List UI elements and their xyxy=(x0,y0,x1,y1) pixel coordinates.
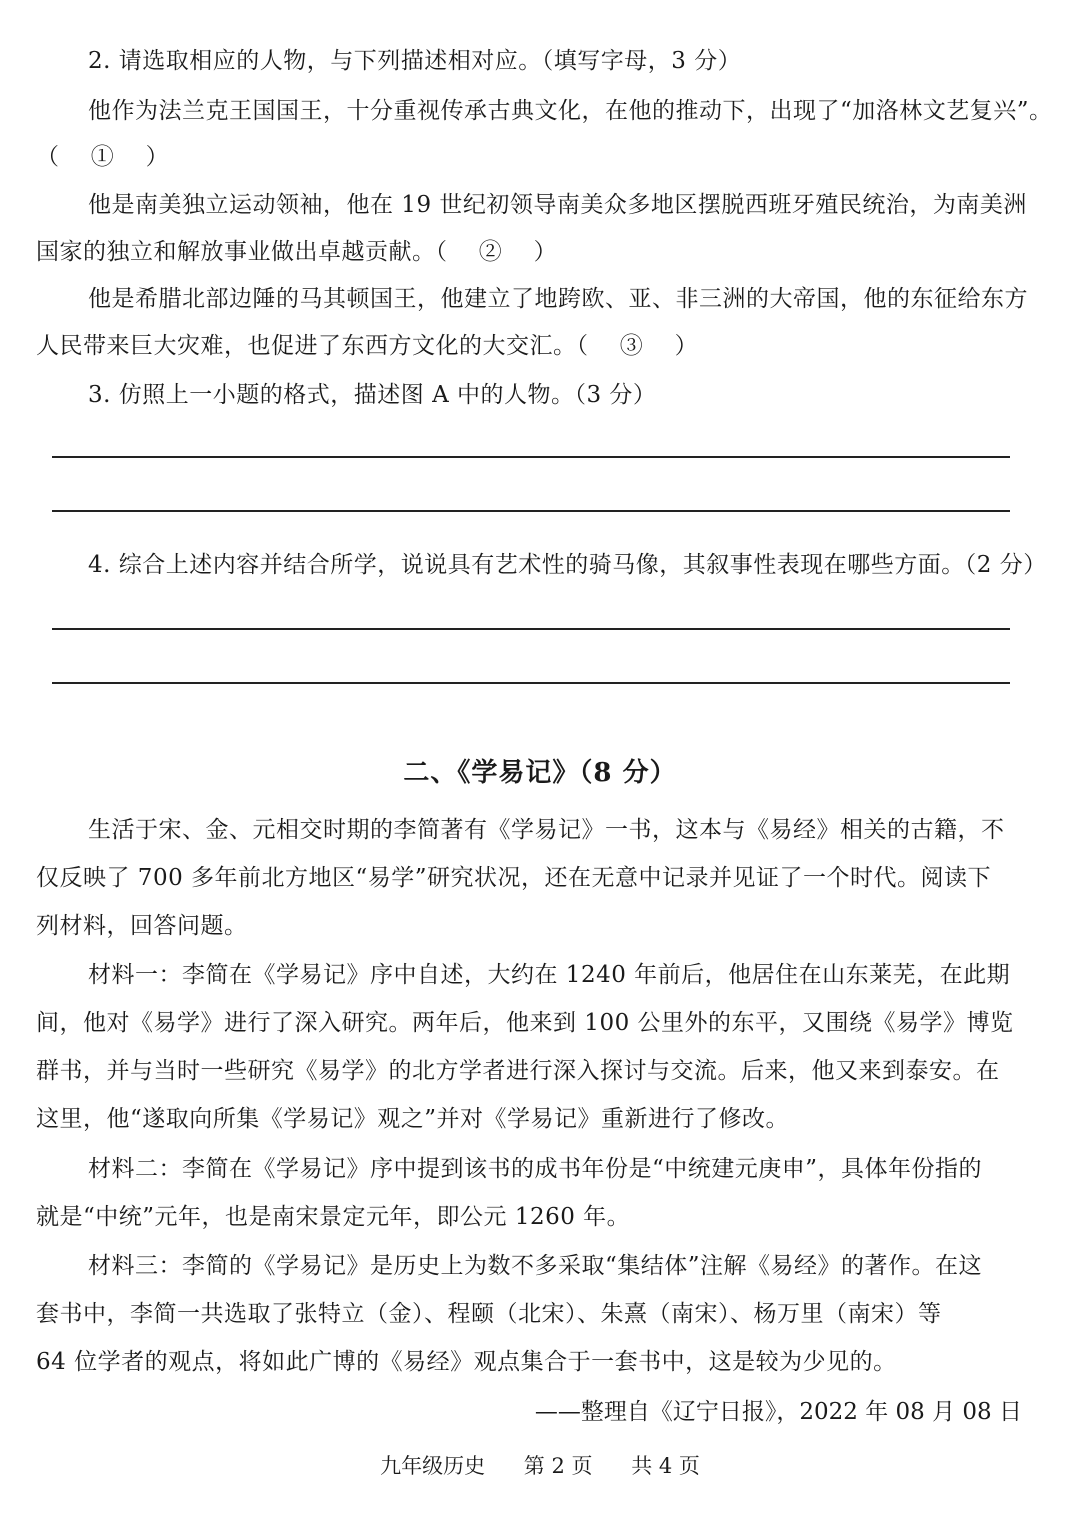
footer-total-pages: 共 4 页 xyxy=(631,1454,700,1478)
question-2-description-1: 他作为法兰克王国国王，十分重视传承古典文化，在他的推动下，出现了“加洛林文艺复兴”。 xyxy=(88,98,1053,124)
material-2-cont: 就是“中统”元年，也是南宋景定元年，即公元 1260 年。 xyxy=(36,1204,631,1230)
footer-subject: 九年级历史 xyxy=(380,1454,486,1478)
footer-page-number: 第 2 页 xyxy=(523,1454,593,1478)
intro-paragraph: 生活于宋、金、元相交时期的李简著有《学易记》一书，这本与《易经》相关的古籍，不 xyxy=(88,817,1005,843)
question-2-description-2-cont: 国家的独立和解放事业做出卓越贡献。（ ② ） xyxy=(36,239,558,265)
question-2-description-2: 他是南美独立运动领袖，他在 19 世纪初领导南美众多地区摆脱西班牙殖民统治，为南美洲 xyxy=(88,192,1027,218)
material-1-cont: 群书，并与当时一些研究《易学》的北方学者进行深入探讨与交流。后来，他又来到泰安。在 xyxy=(36,1058,1000,1084)
question-3-title: 3. 仿照上一小题的格式，描述图 A 中的人物。（3 分） xyxy=(88,382,657,408)
intro-paragraph-cont: 仅反映了 700 多年前北方地区“易学”研究状况，还在无意中记录并见证了一个时代。阅读下 xyxy=(36,865,992,891)
answer-line[interactable] xyxy=(52,510,1010,512)
material-3-cont: 64 位学者的观点，将如此广博的《易经》观点集合于一套书中，这是较为少见的。 xyxy=(36,1349,897,1375)
section-title: 二、《学易记》（8 分） xyxy=(403,758,677,788)
material-1: 材料一：李简在《学易记》序中自述，大约在 1240 年前后，他居住在山东莱芜，在此期 xyxy=(88,962,1011,988)
source-citation: ——整理自《辽宁日报》，2022 年 08 月 08 日 xyxy=(534,1399,1022,1425)
question-2-description-3-cont: 人民带来巨大灾难，也促进了东西方文化的大交汇。（ ③ ） xyxy=(36,333,699,359)
question-2-answer-1: （ ① ） xyxy=(36,144,170,170)
material-2: 材料二：李简在《学易记》序中提到该书的成书年份是“中统建元庚申”，具体年份指的 xyxy=(88,1156,983,1182)
question-2-description-3: 他是希腊北部边陲的马其顿国王，他建立了地跨欧、亚、非三洲的大帝国，他的东征给东方 xyxy=(88,286,1028,312)
question-4-title: 4. 综合上述内容并结合所学，说说具有艺术性的骑马像，其叙事性表现在哪些方面。（2 分） xyxy=(88,552,1047,578)
intro-paragraph-cont: 列材料，回答问题。 xyxy=(36,913,248,939)
material-1-cont: 这里，他“遂取向所集《学易记》观之”并对《学易记》重新进行了修改。 xyxy=(36,1106,790,1132)
question-2-title: 2. 请选取相应的人物，与下列描述相对应。（填写字母，3 分） xyxy=(88,48,742,74)
material-3-cont: 套书中，李简一共选取了张特立（金）、程颐（北宋）、朱熹（南宋）、杨万里（南宋）等 xyxy=(36,1301,942,1327)
material-1-cont: 间，他对《易学》进行了深入研究。两年后，他来到 100 公里外的东平，又围绕《易学》博览 xyxy=(36,1010,1014,1036)
material-3: 材料三：李简的《学易记》是历史上为数不多采取“集结体”注解《易经》的著作。在这 xyxy=(88,1253,983,1279)
answer-line[interactable] xyxy=(52,628,1010,630)
answer-line[interactable] xyxy=(52,456,1010,458)
answer-line[interactable] xyxy=(52,682,1010,684)
page-footer xyxy=(0,1452,1080,1480)
